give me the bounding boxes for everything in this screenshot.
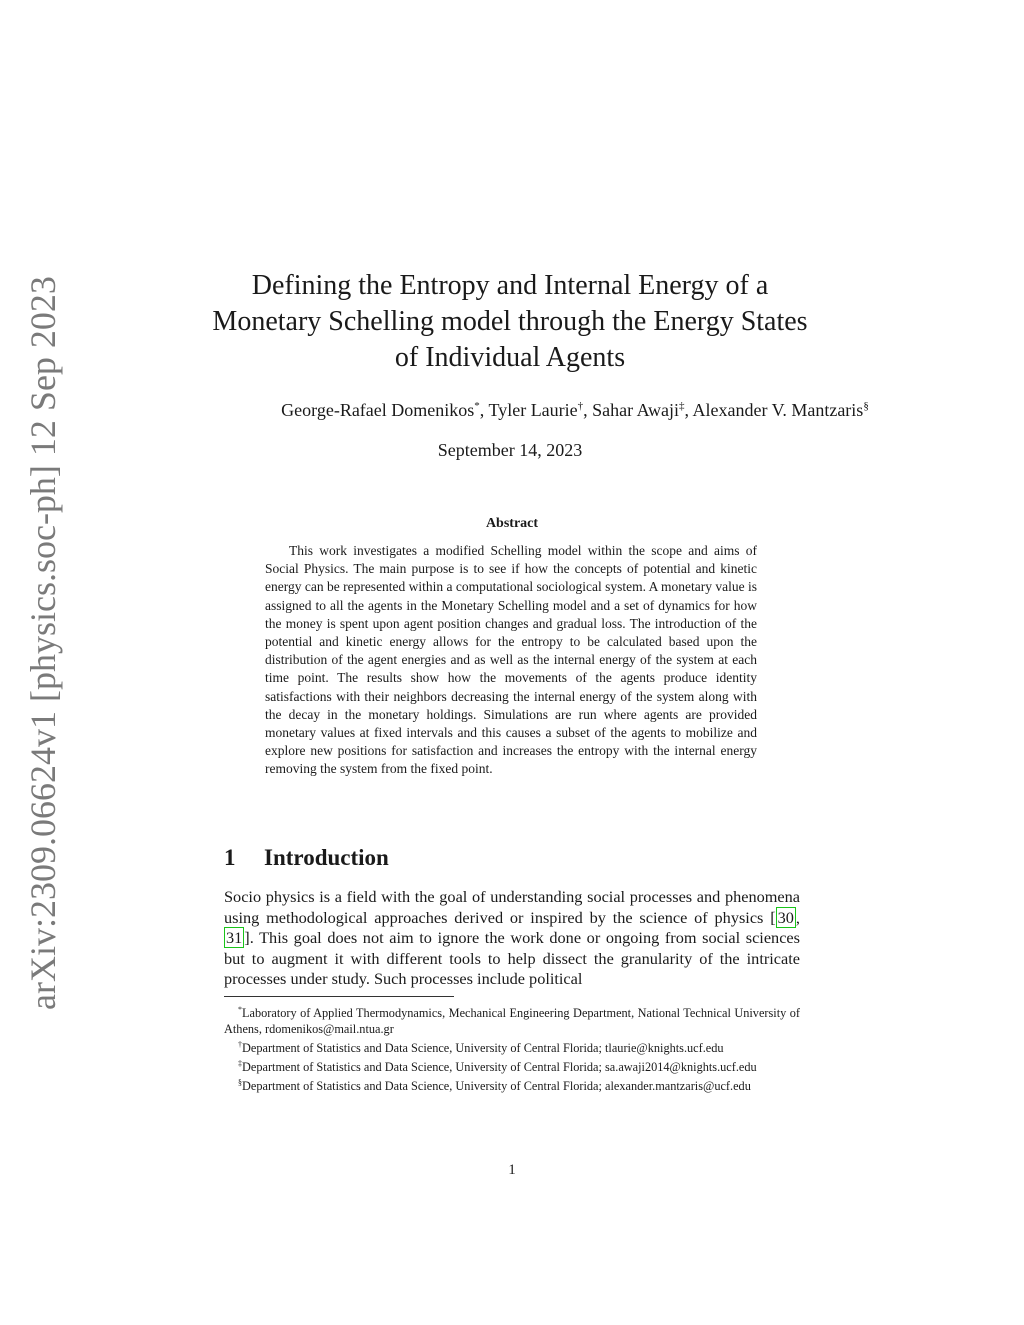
footnote-text: Department of Statistics and Data Science, University of Central Florida; sa.awaji2014@knights.ucf.edu: [242, 1060, 757, 1075]
citation-link-31[interactable]: 31: [226, 928, 243, 947]
footnote: [224, 1056, 800, 1075]
citation-bracket: ]: [244, 928, 250, 947]
footnote-mark: *: [238, 1005, 242, 1014]
author-footnote-mark: *: [474, 400, 480, 412]
citation-bracket: [: [770, 907, 776, 927]
section-number: 1: [224, 845, 236, 870]
author-separator: ,: [479, 400, 489, 420]
footnote-mark: †: [238, 1040, 242, 1050]
abstract-heading: Abstract: [485, 516, 539, 531]
footnote-text: Department of Statistics and Data Science, University of Central Florida; tlaurie@knights.ucf.edu: [242, 1041, 724, 1056]
footnotes: [224, 1002, 800, 1094]
section-heading: [224, 845, 389, 871]
footnote: [224, 1075, 800, 1094]
citation-separator: ,: [795, 907, 800, 927]
intro-text-start: Socio physics is a field with the goal of understanding social processes and phenomena using methodological approaches derived or inspired by the science of physics: [224, 887, 800, 927]
abstract-text: This work investigates a modified Schelling model within the scope and aims of Social Physics. The main purpose is to see if how the concepts of potential and kinetic energy can be represented within a computational sociological system. A monetary value is assigned to all the agents in the Monetary Schelling model and a set of dynamics for how the money is spent upon agent position changes and gradual loss. The introduction of the potential and kinetic energy allows for the entropy to be calculated based upon the distribution of the agent energies and as well as the internal energy of the system at each time point. The results show how the movements of the agents produce identity satisfactions with their neighbors decreasing the internal energy of the system along with the decay in the monetary holdings. Simulations are run where agents are provided monetary values at fixed intervals and this causes a subset of the agents to mobilize and explore new positions for satisfaction and increases the entropy with the internal energy removing the system from the fixed point.: [265, 543, 757, 777]
footnote-mark: §: [238, 1078, 242, 1088]
footnote: [224, 1002, 800, 1037]
citation-link-30[interactable]: 30: [777, 907, 794, 927]
author-footnote-mark: †: [577, 400, 584, 412]
introduction-paragraph: [224, 887, 800, 990]
author-name: Alexander V. Mantzaris: [692, 400, 864, 420]
author-name: Sahar Awaji: [592, 400, 679, 420]
arxiv-identifier-stamp: arXiv:2309.06624v1 [physics.soc-ph] 12 Sep 2023: [23, 276, 63, 1010]
author-name: Tyler Laurie: [488, 400, 578, 420]
section-title: Introduction: [264, 845, 389, 870]
author-separator: ,: [684, 400, 693, 420]
footnote: [224, 1037, 800, 1056]
page-number: 1: [508, 1162, 516, 1178]
author-footnote-mark: ‡: [679, 400, 685, 412]
footnote-divider: [224, 996, 454, 997]
author-list: [180, 400, 970, 421]
author-footnote-mark: §: [863, 400, 869, 412]
author-separator: ,: [583, 400, 593, 420]
paper-title: Defining the Entropy and Internal Energy of a Monetary Schelling model through the Energy States of Individual Agents: [212, 270, 808, 373]
footnote-text: Laboratory of Applied Thermodynamics, Mechanical Engineering Department, National Technical University of Athens, rdomenikos@mail.ntua.gr: [224, 1006, 800, 1037]
footnote-mark: ‡: [238, 1059, 242, 1069]
footnote-text: Department of Statistics and Data Science, University of Central Florida; alexander.mantzaris@ucf.edu: [242, 1079, 751, 1094]
publication-date: September 14, 2023: [437, 440, 583, 460]
intro-text-end: . This goal does not aim to ignore the work done or ongoing from social sciences but to augment it with different tools to help dissect the granularity of the intricate processes under study. Such processes include political: [224, 928, 800, 988]
author-name: George-Rafael Domenikos: [281, 400, 475, 420]
